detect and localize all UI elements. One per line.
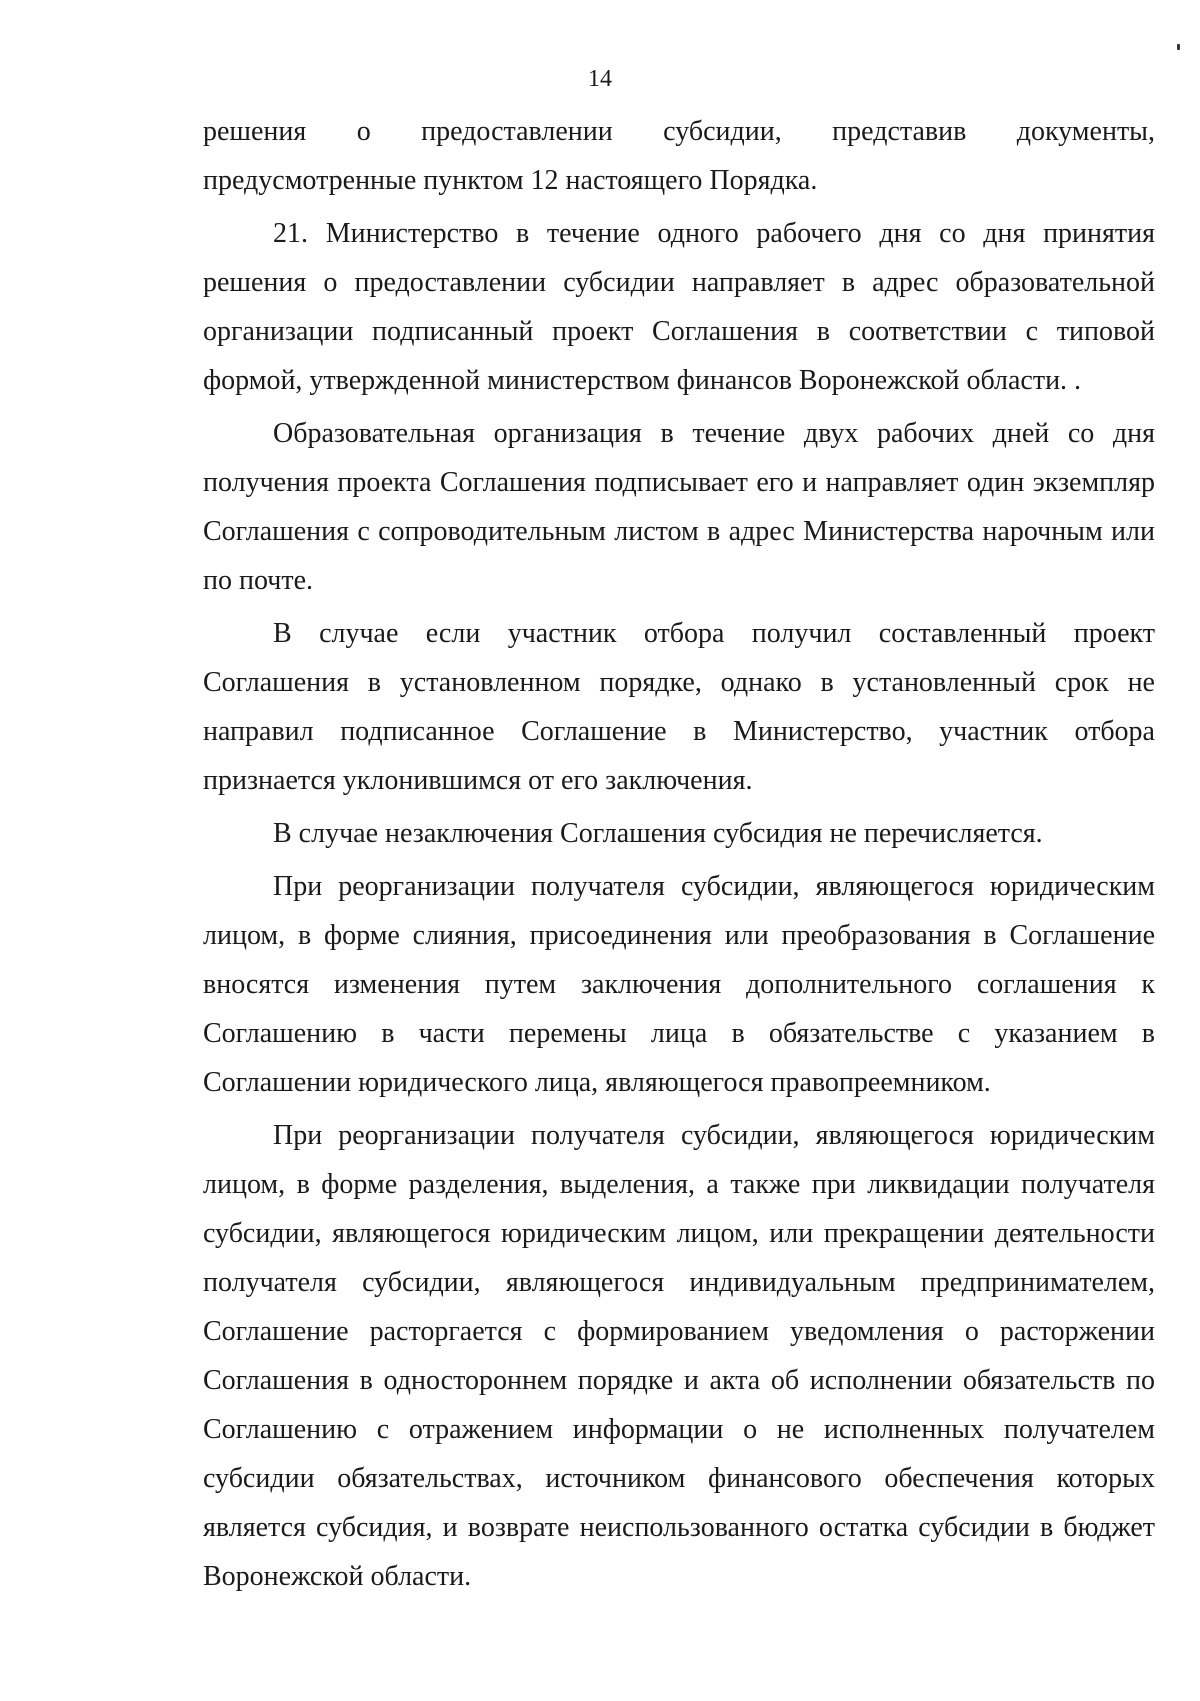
- document-body: [203, 107, 1155, 1601]
- page-number: 14: [588, 66, 612, 92]
- paragraph-continuation: решения о предоставлении субсидии, представив документы, предусмотренные пунктом 12 настоящего Порядка.: [203, 116, 1155, 196]
- paragraph-reorganization-merger: При реорганизации получателя субсидии, являющегося юридическим лицом, в форме слияния, присоединения или преобразования в Соглашение вносятся изменения путем заключения дополнительного соглашения к Соглашению в части перемены лица в обязательстве с указанием в Соглашении юридического лица, являющегося правопреемником.: [203, 871, 1155, 1098]
- paragraph-reorganization-division: При реорганизации получателя субсидии, являющегося юридическим лицом, в форме разделения, выделения, а также при ликвидации получателя субсидии, являющегося юридическим лицом, или прекращении деятельности получателя субсидии, являющегося индивидуальным предпринимателем, Соглашение расторгается с формированием уведомления о расторжении Соглашения в одностороннем порядке и акта об исполнении обязательств по Соглашению с отражением информации о не исполненных получателем субсидии обязательствах, источником финансового обеспечения которых является субсидия, и возврате неиспользованного остатка субсидии в бюджет Воронежской области.: [203, 1120, 1155, 1592]
- paragraph-signing: Образовательная организация в течение двух рабочих дней со дня получения проекта Соглашения подписывает его и направляет один экземпляр Соглашения с сопроводительным листом в адрес Министерства нарочным или по почте.: [203, 418, 1155, 596]
- paragraph-evasion: В случае если участник отбора получил составленный проект Соглашения в установленном порядке, однако в установленный срок не направил подписанное Соглашение в Министерство, участник отбора признается уклонившимся от его заключения.: [203, 618, 1155, 796]
- paragraph-non-conclusion: В случае незаключения Соглашения субсидия не перечисляется.: [273, 818, 1043, 849]
- paragraph-item-21: 21. Министерство в течение одного рабочего дня со дня принятия решения о предоставлении субсидии направляет в адрес образовательной организации подписанный проект Соглашения в соответствии с типовой формой, утвержденной министерством финансов Воронежской области. .: [203, 218, 1155, 396]
- scan-mark: [1177, 44, 1180, 50]
